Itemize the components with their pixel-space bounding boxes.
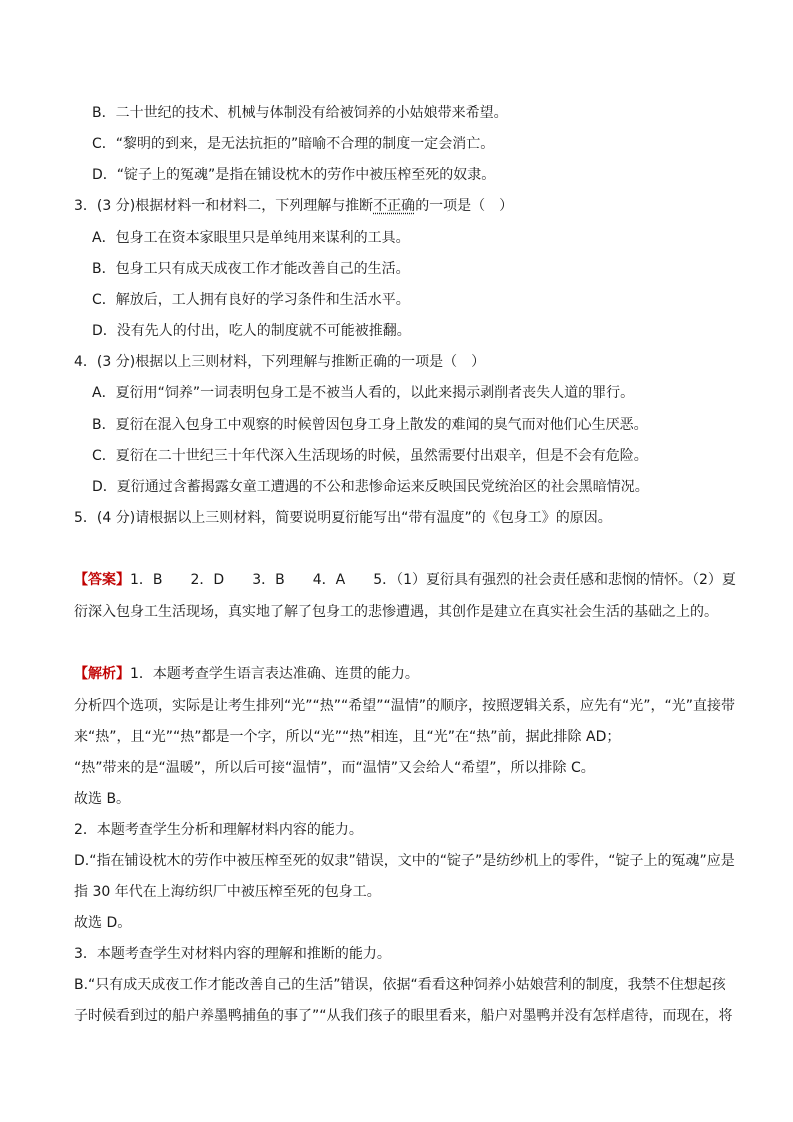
analysis-line: 故选 B。	[74, 791, 131, 807]
question-4-option-d: D．夏衍通过含蓄揭露女童工遭遇的不公和悲惨命运来反映国民党统治区的社会黑暗情况。	[92, 479, 649, 495]
analysis-line: “热”带来的是“温暖”，所以后可接“温情”，而“温情”又会给人“希望”，所以排除 C。	[74, 760, 595, 776]
analysis-line-1	[74, 664, 419, 684]
analysis-tag: 【解析】	[74, 666, 130, 682]
question-3-option-c: C．解放后，工人拥有良好的学习条件和生活水平。	[92, 292, 410, 308]
analysis-line: 分析四个选项，实际是让考生排列“光”“热”“希望”“温情”的顺序，按照逻辑关系，应先有“光”，“光”直接带	[74, 698, 736, 714]
question-4-stem: 4．(3 分)根据以上三则材料，下列理解与推断正确的一项是（ ）	[74, 354, 486, 370]
answer-tag: 【答案】	[74, 572, 130, 588]
answer-text-1: 1．B 2．D 3．B 4．A 5．（1）夏衍具有强烈的社会责任感和悲悯的情怀。（2）夏	[130, 572, 736, 588]
analysis-line: 2．本题考查学生分析和理解材料内容的能力。	[74, 822, 363, 838]
question-3-option-d: D．没有先人的付出，吃人的制度就不可能被推翻。	[92, 323, 411, 339]
question-3-option-b: B．包身工只有成天成夜工作才能改善自己的生活。	[92, 261, 410, 277]
prev-option-c: C．“黎明的到来，是无法抗拒的”暗喻不合理的制度一定会消亡。	[92, 136, 495, 152]
analysis-first: 1．本题考查学生语言表达准确、连贯的能力。	[130, 666, 419, 682]
analysis-line: D.“指在铺设枕木的劳作中被压榨至死的奴隶”错误，文中的“锭子”是纺纱机上的零件，“锭子上的冤魂”应是	[74, 853, 735, 869]
question-4-option-b: B．夏衍在混入包身工中观察的时候曾因包身工身上散发的难闻的臭气而对他们心生厌恶。	[92, 417, 648, 433]
question-4-option-a: A．夏衍用“饲养”一词表明包身工是不被当人看的，以此来揭示剥削者丧失人道的罪行。	[92, 385, 635, 401]
analysis-line: 指 30 年代在上海纺织厂中被压榨至死的包身工。	[74, 884, 381, 900]
question-3-stem-post: 的一项是（ ）	[415, 198, 514, 214]
question-3-stem	[74, 196, 513, 216]
analysis-line: 来“热”，且“光”“热”都是一个字，所以“光”“热”相连，且“光”在“热”前，据此排除 AD；	[74, 729, 621, 745]
answer-line-1	[74, 570, 736, 590]
analysis-line: 3．本题考查学生对材料内容的理解和推断的能力。	[74, 946, 391, 962]
question-4-option-c: C．夏衍在二十世纪三十年代深入生活现场的时候，虽然需要付出艰辛，但是不会有危险。	[92, 448, 648, 464]
question-3-emphasis: 不正确	[373, 198, 416, 214]
prev-option-d: D．“锭子上的冤魂”是指在铺设枕木的劳作中被压榨至死的奴隶。	[92, 167, 496, 183]
analysis-line: 故选 D。	[74, 915, 132, 931]
question-3-stem-pre: 3．(3 分)根据材料一和材料二，下列理解与推断	[74, 198, 374, 214]
question-5-stem: 5．(4 分)请根据以上三则材料，简要说明夏衍能写出“带有温度”的《包身工》的原因。	[74, 510, 612, 526]
prev-option-b: B．二十世纪的技术、机械与体制没有给被饲养的小姑娘带来希望。	[92, 105, 508, 121]
question-3-option-a: A．包身工在资本家眼里只是单纯用来谋利的工具。	[92, 230, 410, 246]
answer-line-2: 衍深入包身工生活现场，真实地了解了包身工的悲惨遭遇，其创作是建立在真实社会生活的基础之上的。	[74, 604, 718, 620]
analysis-line: 子时候看到过的船户养墨鸭捕鱼的事了”“从我们孩子的眼里看来，船户对墨鸭并没有怎样虐待，而现在，将	[74, 1008, 733, 1024]
analysis-line: B.“只有成天成夜工作才能改善自己的生活”错误，依据“看看这种饲养小姑娘营利的制度，我禁不住想起孩	[74, 977, 726, 993]
